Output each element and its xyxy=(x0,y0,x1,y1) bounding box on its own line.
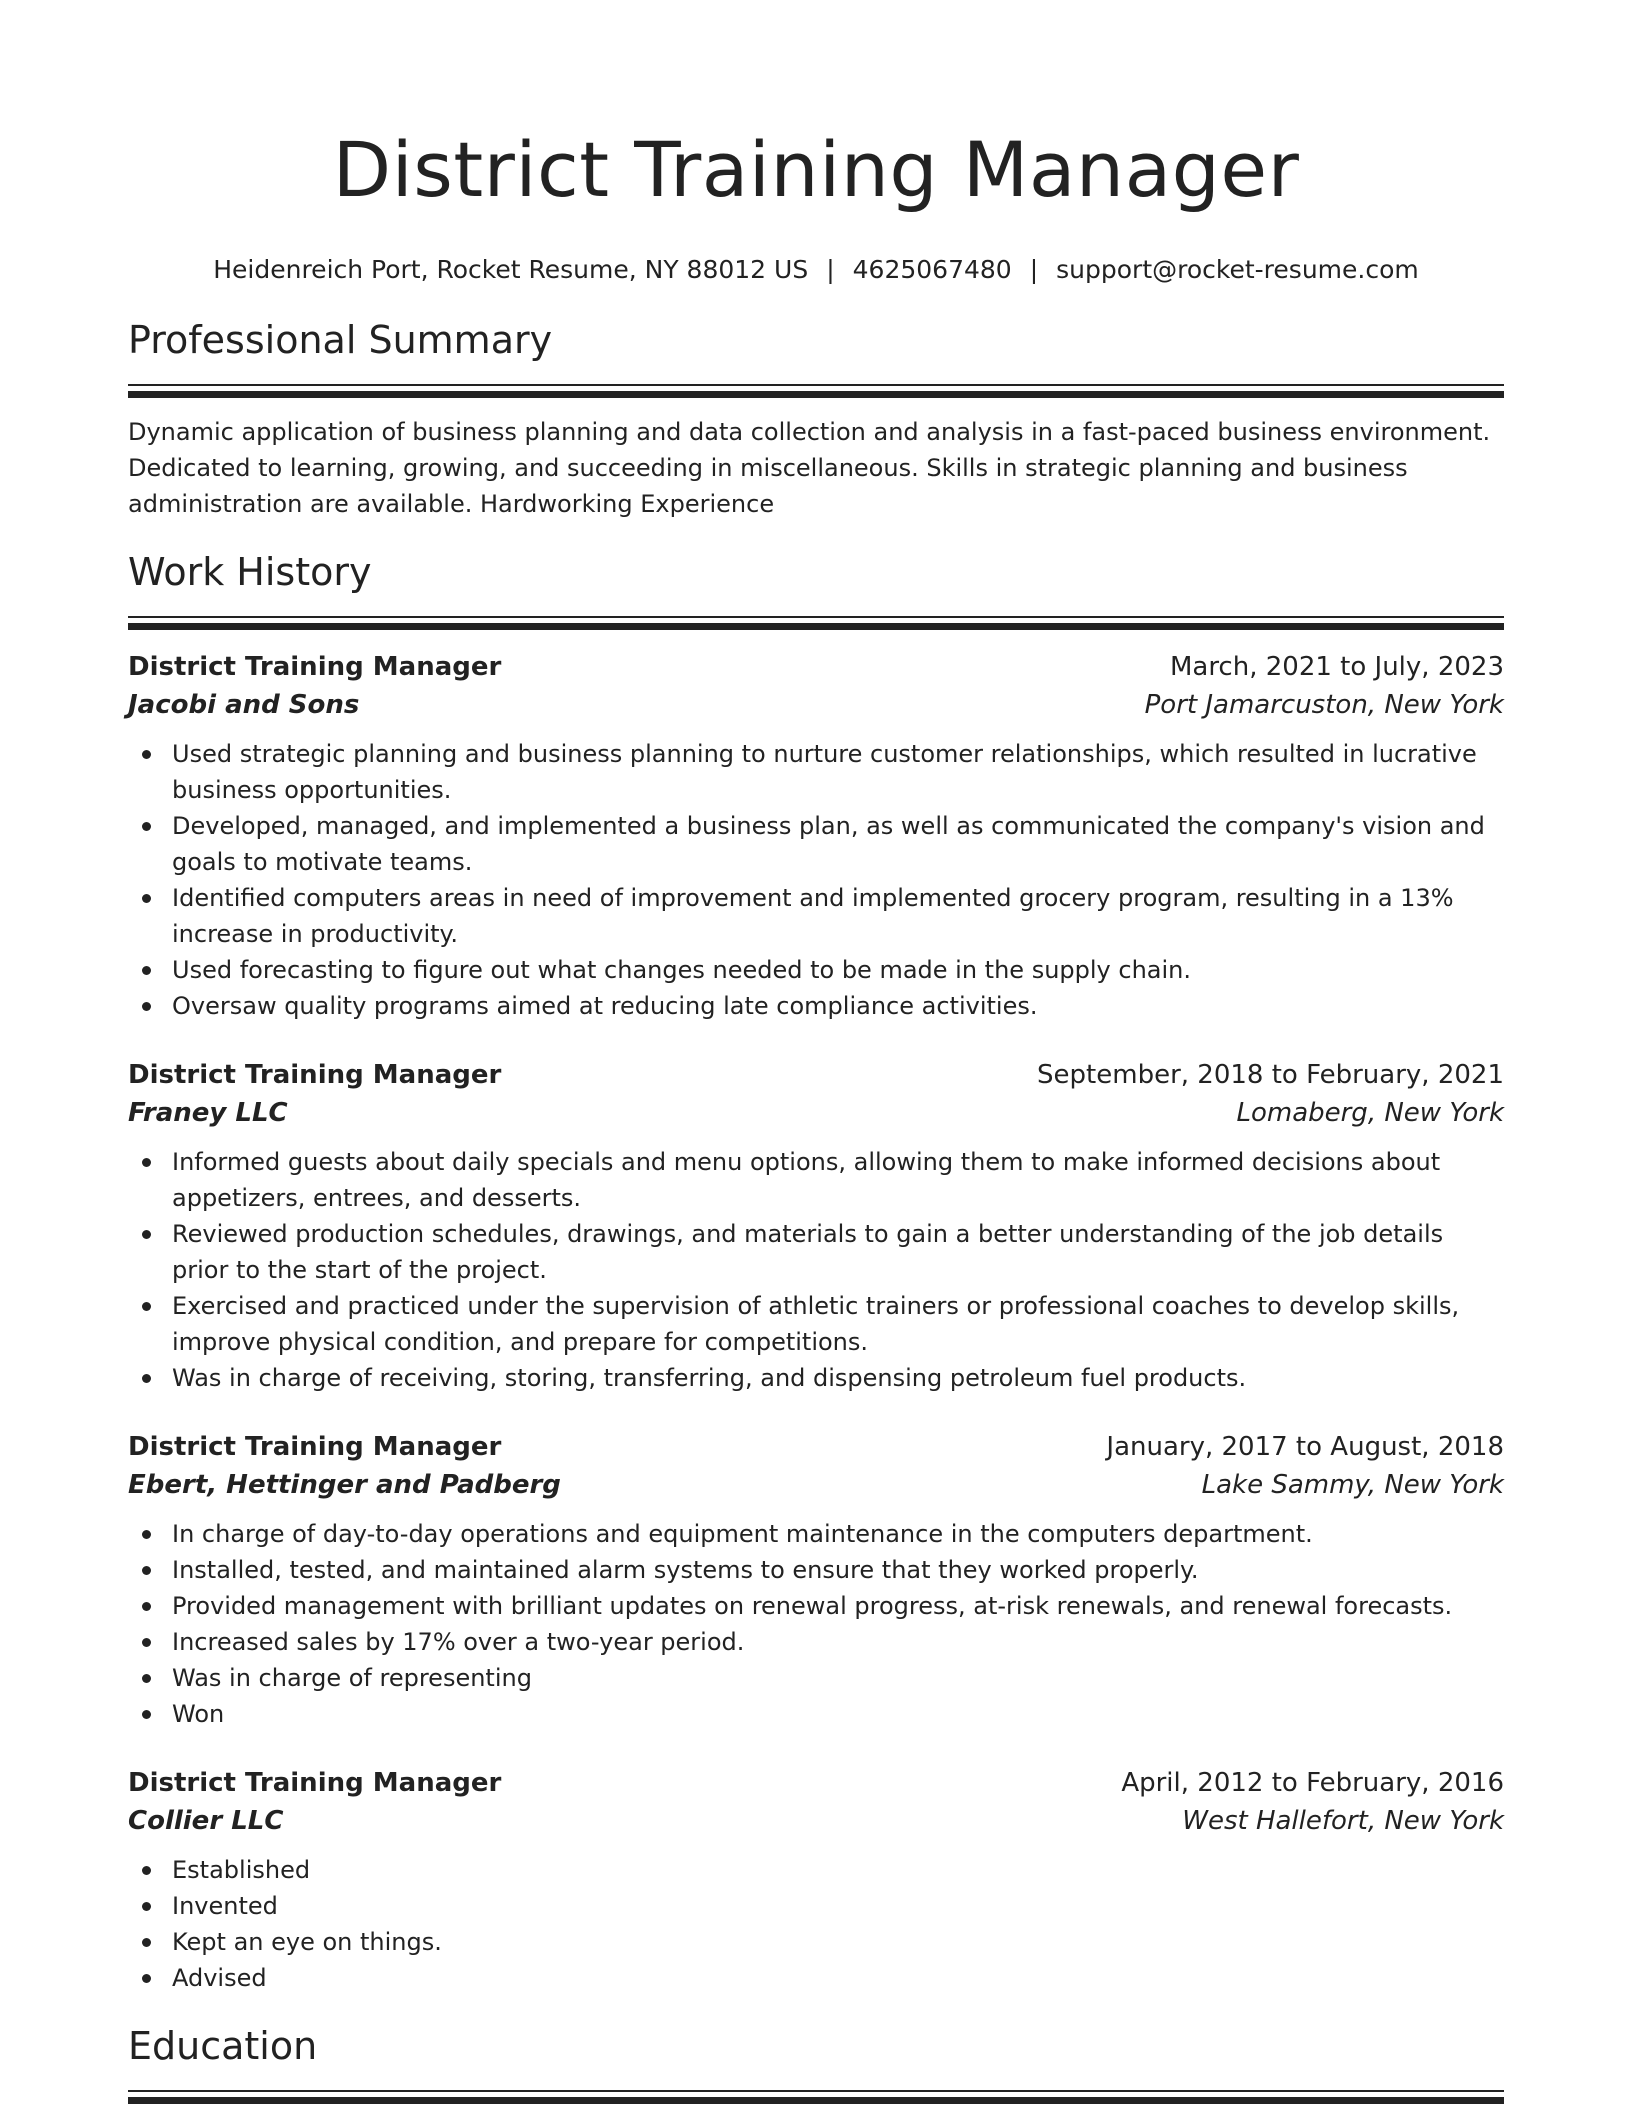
job-bullet xyxy=(172,1924,1504,1960)
job-title: District Training Manager xyxy=(128,1060,502,1090)
job-entry xyxy=(128,1056,1504,1396)
bullet-dot-icon xyxy=(142,1158,151,1167)
job-entry xyxy=(128,648,1504,1024)
job-bullet-text: Established xyxy=(172,1856,311,1884)
job-company: Franey LLC xyxy=(128,1098,288,1128)
resume-page xyxy=(128,0,1504,2104)
contact-email: support@rocket-resume.com xyxy=(1056,255,1419,284)
job-bullet-text: In charge of day-to-day operations and equipment maintenance in the computers department. xyxy=(172,1520,1313,1548)
job-bullet-text: Was in charge of representing xyxy=(172,1664,532,1692)
job-header-row xyxy=(128,1056,1504,1094)
job-bullet-text: Was in charge of receiving, storing, transferring, and dispensing petroleum fuel products. xyxy=(172,1364,1247,1392)
job-bullet xyxy=(172,1888,1504,1924)
section-divider xyxy=(128,384,1504,398)
job-location: Port Jamarcuston, New York xyxy=(1144,690,1504,720)
job-bullet-list xyxy=(128,1144,1504,1396)
job-bullet-text: Provided management with brilliant updates on renewal progress, at-risk renewals, and renewal forecasts. xyxy=(172,1592,1453,1620)
job-bullet xyxy=(172,988,1504,1024)
job-dates: March, 2021 to July, 2023 xyxy=(1169,652,1504,682)
job-bullet xyxy=(172,736,1504,808)
job-company-row xyxy=(128,1802,1504,1840)
job-header-row xyxy=(128,648,1504,686)
job-bullet xyxy=(172,1216,1504,1288)
job-bullet xyxy=(172,1588,1504,1624)
job-bullet-text: Used forecasting to figure out what changes needed to be made in the supply chain. xyxy=(172,956,1191,984)
job-bullet xyxy=(172,952,1504,988)
bullet-dot-icon xyxy=(142,1530,151,1539)
section-divider xyxy=(128,616,1504,630)
job-title: District Training Manager xyxy=(128,1432,502,1462)
job-bullet xyxy=(172,1516,1504,1552)
job-bullet-text: Identified computers areas in need of improvement and implemented grocery program, resulting in a 13% increase in productivity. xyxy=(172,884,1454,948)
contact-line xyxy=(128,254,1504,286)
contact-separator: | xyxy=(826,255,835,284)
bullet-dot-icon xyxy=(142,1638,151,1647)
bullet-dot-icon xyxy=(142,966,151,975)
job-bullet-text: Used strategic planning and business planning to nurture customer relationships, which resulted in lucrative business opportunities. xyxy=(172,740,1477,804)
job-bullet-list xyxy=(128,1852,1504,1996)
contact-phone: 4625067480 xyxy=(852,255,1012,284)
job-dates: January, 2017 to August, 2018 xyxy=(1106,1432,1504,1462)
job-bullet-text: Kept an eye on things. xyxy=(172,1928,442,1956)
bullet-dot-icon xyxy=(142,1602,151,1611)
job-bullet-list xyxy=(128,736,1504,1024)
bullet-dot-icon xyxy=(142,1902,151,1911)
job-bullet xyxy=(172,1696,1504,1732)
job-bullet xyxy=(172,880,1504,952)
bullet-dot-icon xyxy=(142,1566,151,1575)
bullet-dot-icon xyxy=(142,1002,151,1011)
job-bullet-text: Invented xyxy=(172,1892,278,1920)
job-bullet-text: Advised xyxy=(172,1964,267,1992)
bullet-dot-icon xyxy=(142,750,151,759)
summary-text: Dynamic application of business planning and data collection and analysis in a fast-paced business environment. Dedicated to learning, growing, and succeeding in miscellaneous. Skills in strategic planning and business administration are available. Hardworking Experience xyxy=(128,418,1491,518)
job-company-row xyxy=(128,1094,1504,1132)
resume-name: District Training Manager xyxy=(332,125,1300,214)
job-company: Ebert, Hettinger and Padberg xyxy=(128,1470,561,1500)
job-bullet-text: Developed, managed, and implemented a business plan, as well as communicated the company's vision and goals to motivate teams. xyxy=(172,812,1485,876)
bullet-dot-icon xyxy=(142,894,151,903)
job-header-row xyxy=(128,1428,1504,1466)
job-company: Collier LLC xyxy=(128,1806,284,1836)
education-section xyxy=(128,2020,1504,2104)
section-title-summary: Professional Summary xyxy=(128,318,553,362)
job-bullet-text: Increased sales by 17% over a two-year period. xyxy=(172,1628,745,1656)
summary-section xyxy=(128,314,1504,522)
job-bullet-text: Installed, tested, and maintained alarm systems to ensure that they worked properly. xyxy=(172,1556,1199,1584)
job-location: West Hallefort, New York xyxy=(1182,1806,1504,1836)
job-dates: September, 2018 to February, 2021 xyxy=(1037,1060,1504,1090)
job-bullet xyxy=(172,1144,1504,1216)
bullet-dot-icon xyxy=(142,822,151,831)
job-bullet xyxy=(172,1624,1504,1660)
job-dates: April, 2012 to February, 2016 xyxy=(1121,1768,1504,1798)
job-bullet-text: Won xyxy=(172,1700,225,1728)
bullet-dot-icon xyxy=(142,1374,151,1383)
job-company: Jacobi and Sons xyxy=(128,690,360,720)
job-bullet-text: Exercised and practiced under the supervision of athletic trainers or professional coaches to develop skills, improve physical condition, and prepare for competitions. xyxy=(172,1292,1460,1356)
job-title: District Training Manager xyxy=(128,1768,502,1798)
bullet-dot-icon xyxy=(142,1230,151,1239)
work-history-section xyxy=(128,546,1504,1996)
contact-separator: | xyxy=(1029,255,1039,284)
bullet-dot-icon xyxy=(142,1866,151,1875)
job-bullet-text: Informed guests about daily specials and menu options, allowing them to make informed decisions about appetizers, entrees, and desserts. xyxy=(172,1148,1441,1212)
job-title: District Training Manager xyxy=(128,652,502,682)
section-title-education: Education xyxy=(128,2024,318,2068)
job-bullet xyxy=(172,1660,1504,1696)
job-bullet-text: Oversaw quality programs aimed at reducing late compliance activities. xyxy=(172,992,1038,1020)
bullet-dot-icon xyxy=(142,1938,151,1947)
job-bullet xyxy=(172,808,1504,880)
bullet-dot-icon xyxy=(142,1674,151,1683)
bullet-dot-icon xyxy=(142,1302,151,1311)
job-entry xyxy=(128,1428,1504,1732)
bullet-dot-icon xyxy=(142,1710,151,1719)
job-bullet xyxy=(172,1552,1504,1588)
bullet-dot-icon xyxy=(142,1974,151,1983)
job-bullet xyxy=(172,1288,1504,1360)
job-header-row xyxy=(128,1764,1504,1802)
job-company-row xyxy=(128,686,1504,724)
job-location: Lomaberg, New York xyxy=(1236,1098,1504,1128)
job-bullet xyxy=(172,1360,1504,1396)
job-entry xyxy=(128,1764,1504,1996)
job-bullet xyxy=(172,1852,1504,1888)
job-bullet xyxy=(172,1960,1504,1996)
section-divider xyxy=(128,2090,1504,2104)
job-bullet-list xyxy=(128,1516,1504,1732)
contact-address: Heidenreich Port, Rocket Resume, NY 88012 US xyxy=(213,255,809,284)
job-location: Lake Sammy, New York xyxy=(1201,1470,1504,1500)
section-title-work-history: Work History xyxy=(128,550,372,594)
job-bullet-text: Reviewed production schedules, drawings, and materials to gain a better understanding of the job details prior to the start of the project. xyxy=(172,1220,1444,1284)
job-company-row xyxy=(128,1466,1504,1504)
